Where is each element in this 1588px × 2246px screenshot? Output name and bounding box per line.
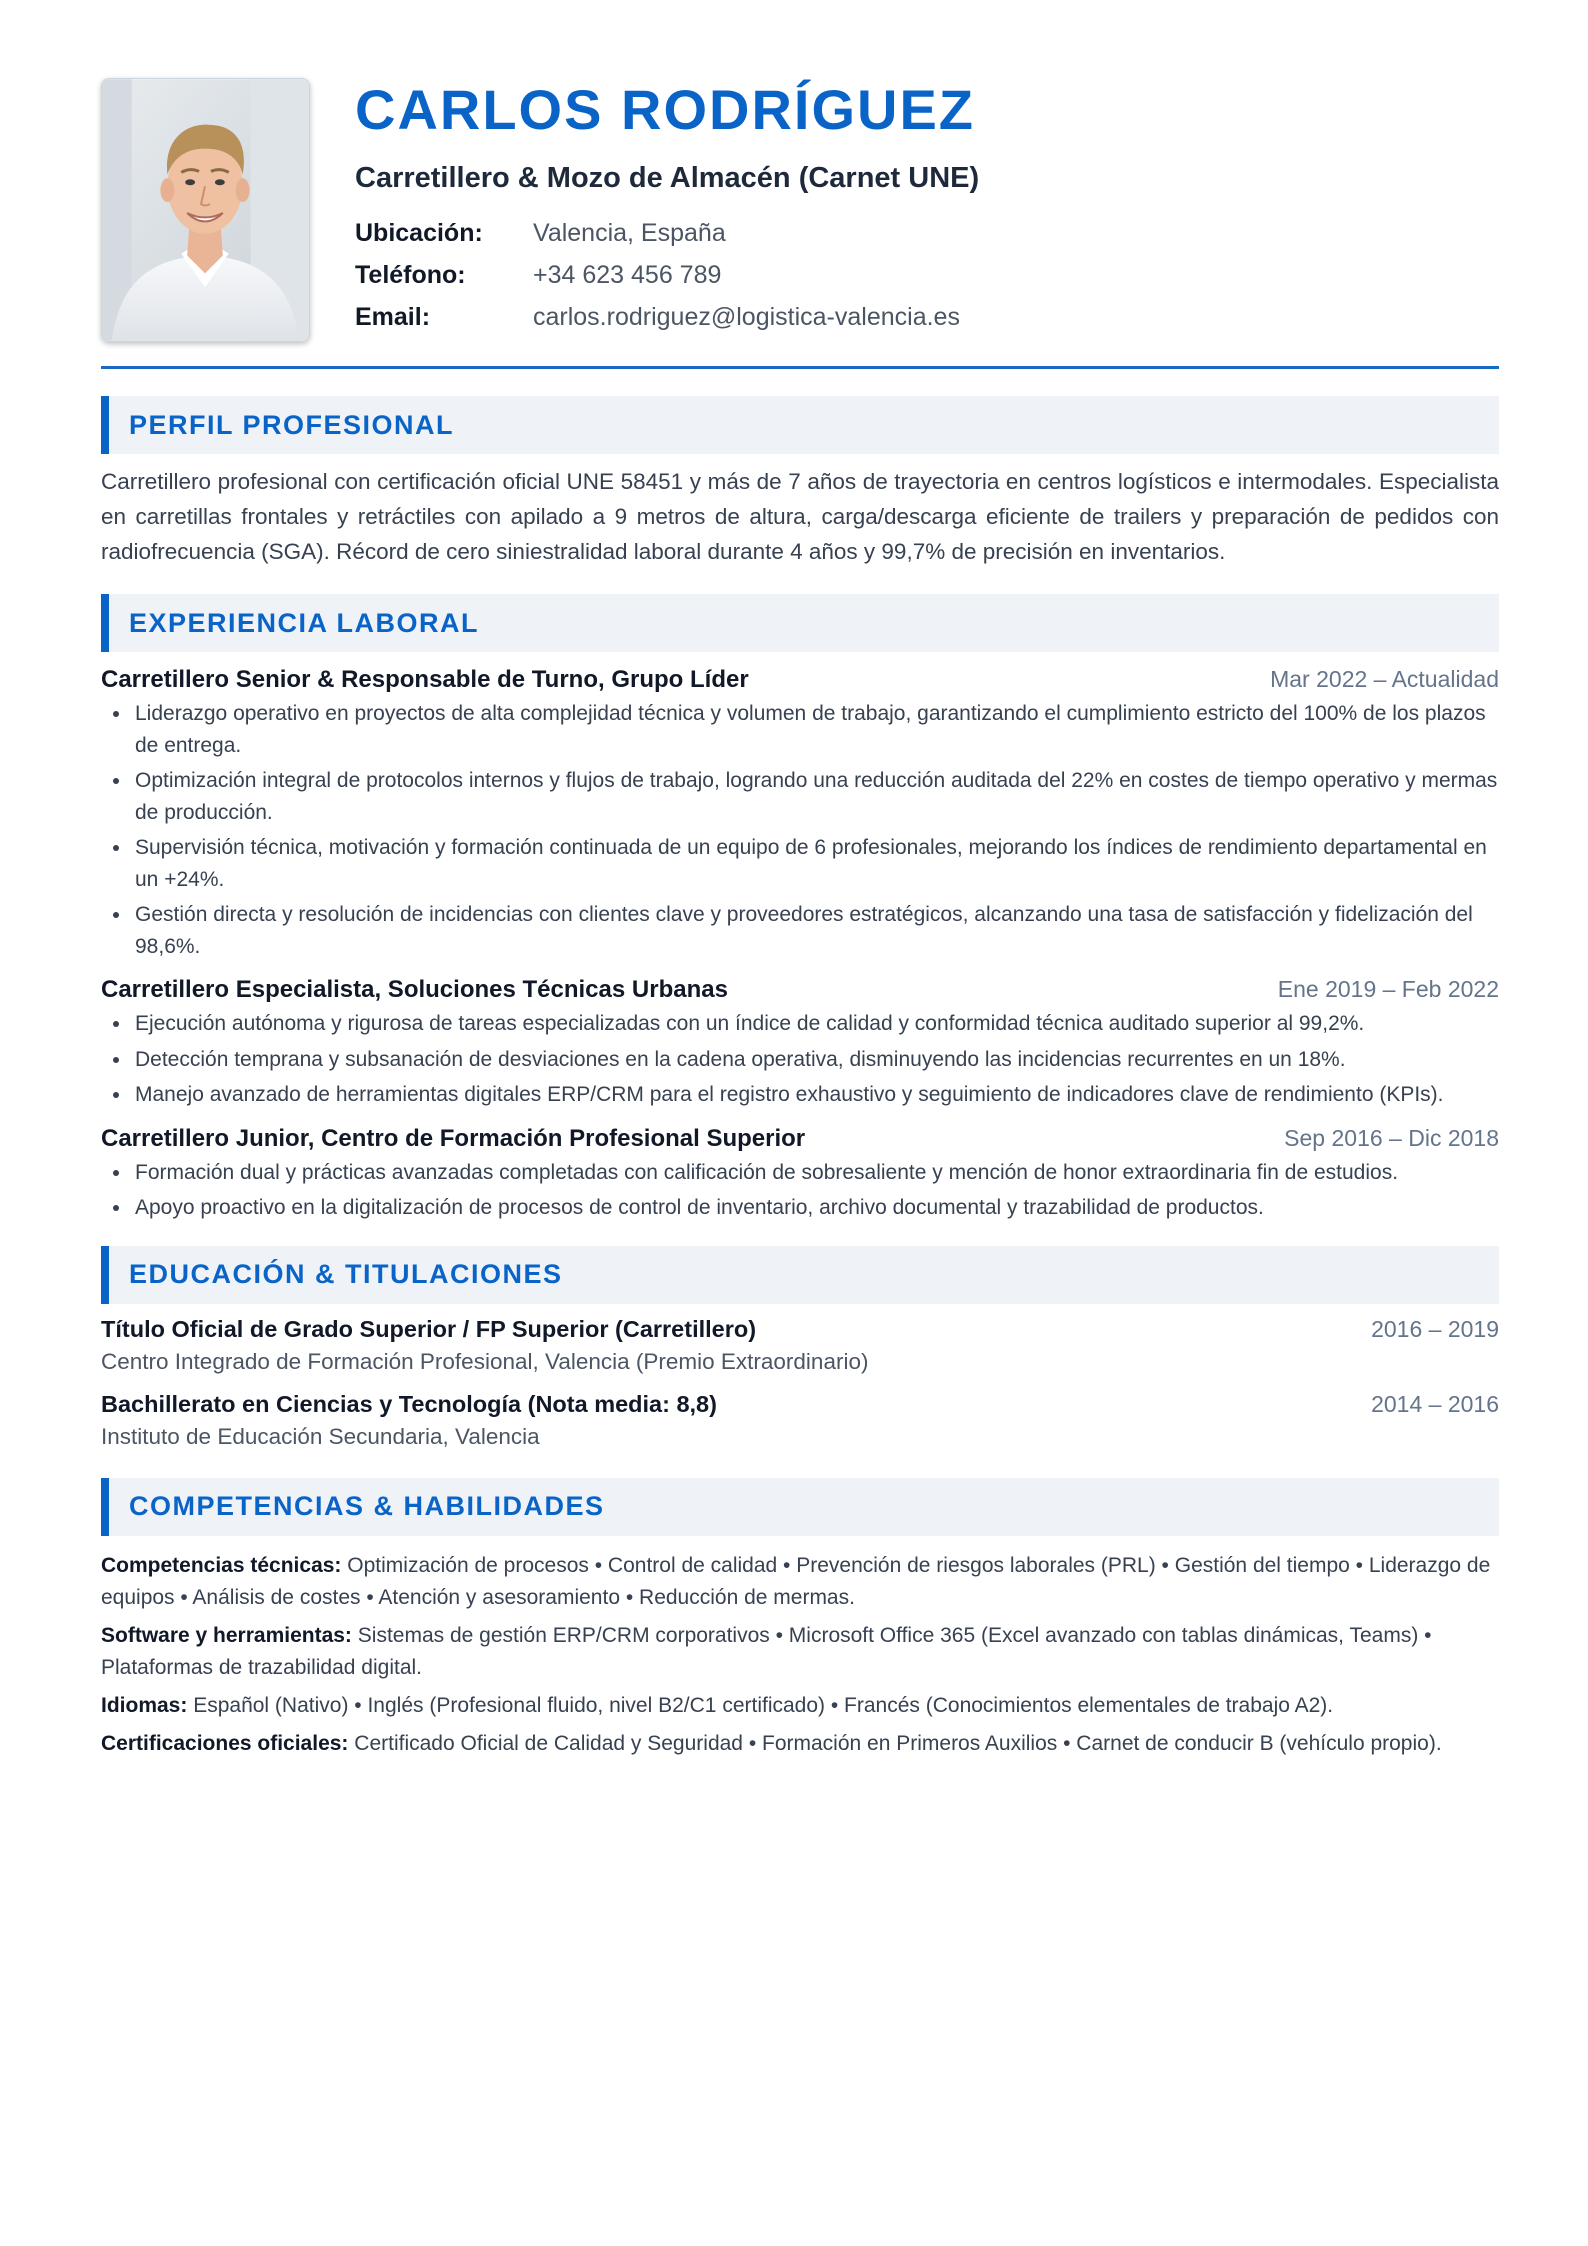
skill-text: Español (Nativo) • Inglés (Profesional fluido, nivel B2/C1 certificado) • Francés (Conocimientos elementales de trabajo A2).: [193, 1693, 1334, 1717]
education-institution: Instituto de Educación Secundaria, Valencia: [101, 1423, 540, 1449]
skill-item: [101, 1620, 1499, 1684]
skills-list: [101, 1550, 1499, 1760]
skill-label: Certificaciones oficiales:: [101, 1731, 349, 1755]
education-title: Bachillerato en Ciencias y Tecnología (Nota media: 8,8): [101, 1390, 717, 1417]
contact-email: [355, 296, 1499, 338]
contact-value: Valencia, España: [533, 218, 726, 247]
section-title: PERFIL PROFESIONAL: [129, 409, 455, 440]
resume-page: [101, 78, 1499, 1766]
section-header-skills: [101, 1478, 1499, 1536]
contact-value[interactable]: carlos.rodriguez@logistica-valencia.es: [533, 302, 960, 331]
resume-header: [101, 78, 1499, 342]
job-bullet: Gestión directa y resolución de incidencias con clientes clave y proveedores estratégicos, alcanzando una tasa de satisfacción y fidelización del 98,6%.: [135, 899, 1499, 962]
contact-label: Teléfono:: [355, 260, 466, 289]
skill-text: Sistemas de gestión ERP/CRM corporativos • Microsoft Office 365 (Excel avanzado con tablas dinámicas, Teams) • Plataformas de trazabilidad digital.: [101, 1623, 1432, 1679]
education-date: 2014 – 2016: [1371, 1390, 1499, 1417]
job-bullet: Liderazgo operativo en proyectos de alta complejidad técnica y volumen de trabajo, garantizando el cumplimiento estricto del 100% de los plazos de entrega.: [135, 698, 1499, 761]
job-bullet: Detección temprana y subsanación de desviaciones en la cadena operativa, disminuyendo las incidencias recurrentes en un 18%.: [135, 1044, 1499, 1076]
job-bullet: Ejecución autónoma y rigurosa de tareas especializadas con un índice de calidad y conformidad técnica auditado superior al 99,2%.: [135, 1008, 1499, 1040]
section-title: EXPERIENCIA LABORAL: [129, 607, 480, 638]
section-title: EDUCACIÓN & TITULACIONES: [129, 1259, 563, 1289]
job-role: Carretillero Senior & Responsable de Turno, Grupo Líder: [101, 666, 749, 693]
job-bullets: [101, 698, 1499, 962]
contact-value: +34 623 456 789: [533, 260, 722, 289]
job-role: Carretillero Especialista, Soluciones Técnicas Urbanas: [101, 976, 728, 1003]
education-entry: [101, 1316, 1499, 1375]
section-header-experience: [101, 594, 1499, 652]
job-bullet: Supervisión técnica, motivación y formación continuada de un equipo de 6 profesionales, mejorando los índices de rendimiento departamental en un +24%.: [135, 832, 1499, 895]
job-entry: [101, 976, 1499, 1111]
education-entry: [101, 1391, 1499, 1450]
job-entry: [101, 666, 1499, 962]
education-institution: Centro Integrado de Formación Profesional, Valencia (Premio Extraordinario): [101, 1348, 869, 1374]
education-date: 2016 – 2019: [1371, 1315, 1499, 1342]
contact-list: [355, 212, 1499, 338]
job-date: Sep 2016 – Dic 2018: [1284, 1124, 1499, 1151]
job-header: [101, 976, 1499, 1004]
skill-label: Software y herramientas:: [101, 1623, 352, 1647]
job-bullets: [101, 1157, 1499, 1224]
skill-text: Certificado Oficial de Calidad y Seguridad • Formación en Primeros Auxilios • Carnet de conducir B (vehículo propio).: [354, 1731, 1442, 1755]
header-info: [355, 78, 1499, 338]
education-title: Título Oficial de Grado Superior / FP Superior (Carretillero): [101, 1315, 757, 1342]
contact-label: Ubicación:: [355, 218, 483, 247]
contact-label: Email:: [355, 302, 431, 331]
job-role: Carretillero Junior, Centro de Formación Profesional Superior: [101, 1124, 806, 1152]
job-bullets: [101, 1008, 1499, 1111]
section-header-profile: [101, 396, 1499, 454]
job-bullet: Apoyo proactivo en la digitalización de procesos de control de inventario, archivo documental y trazabilidad de productos.: [135, 1192, 1499, 1224]
job-entry: [101, 1125, 1499, 1224]
job-bullet: Formación dual y prácticas avanzadas completadas con calificación de sobresaliente y mención de honor extraordinaria fin de estudios.: [135, 1157, 1499, 1189]
skill-item: [101, 1690, 1499, 1722]
contact-location: [355, 212, 1499, 254]
profile-summary: Carretillero profesional con certificación oficial UNE 58451 y más de 7 años de trayectoria en centros logísticos e intermodales. Especialista en carretillas frontales y retráctiles con apilado a 9 metros de altura, carga/descarga eficiente de trailers y preparación de pedidos con radiofrecuencia (SGA). Récord de cero siniestralidad laboral durante 4 años y 99,7% de precisión en inventarios.: [101, 469, 1499, 564]
skill-item: [101, 1728, 1499, 1760]
header-divider: [101, 366, 1499, 369]
job-bullet: Manejo avanzado de herramientas digitales ERP/CRM para el registro exhaustivo y seguimiento de indicadores clave de rendimiento (KPIs).: [135, 1079, 1499, 1111]
skill-label: Idiomas:: [101, 1693, 188, 1717]
candidate-title: Carretillero & Mozo de Almacén (Carnet UNE): [355, 162, 980, 194]
education-header: [101, 1391, 1499, 1418]
section-header-education: [101, 1246, 1499, 1304]
job-header: [101, 1125, 1499, 1153]
section-title: COMPETENCIAS & HABILIDADES: [129, 1491, 605, 1521]
contact-phone: [355, 254, 1499, 296]
job-bullet: Optimización integral de protocolos internos y flujos de trabajo, logrando una reducción auditada del 22% en costes de tiempo operativo y mermas de producción.: [135, 765, 1499, 828]
profile-photo: [101, 78, 310, 342]
education-header: [101, 1316, 1499, 1343]
job-header: [101, 666, 1499, 694]
job-date: Ene 2019 – Feb 2022: [1277, 976, 1499, 1002]
skill-item: [101, 1550, 1499, 1614]
candidate-name: CARLOS RODRÍGUEZ: [355, 78, 975, 141]
skill-text: Optimización de procesos • Control de calidad • Prevención de riesgos laborales (PRL) • Gestión del tiempo • Liderazgo de equipos • Análisis de costes • Atención y asesoramiento • Reducción de mermas.: [101, 1553, 1491, 1609]
skill-label: Competencias técnicas:: [101, 1553, 342, 1577]
job-date: Mar 2022 – Actualidad: [1270, 666, 1499, 692]
